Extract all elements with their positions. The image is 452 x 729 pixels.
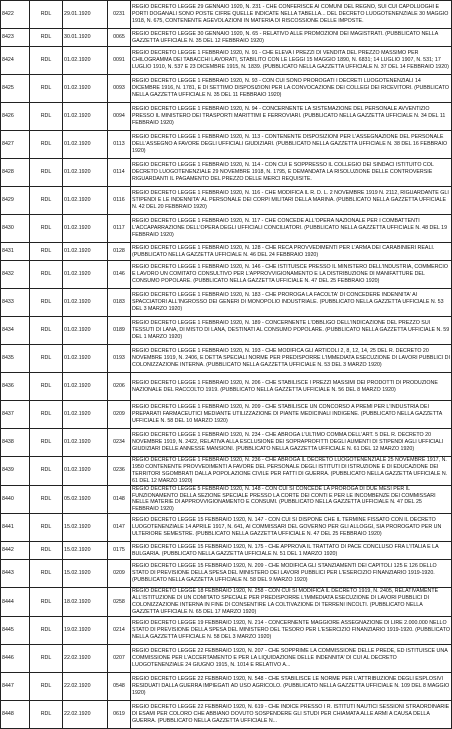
decree-date-cell: 01.02.1920 — [63, 401, 108, 429]
table-row — [1, 215, 452, 243]
decree-number-cell: 0231 — [108, 1, 131, 29]
decree-id-cell: 8434 — [1, 317, 30, 345]
decree-type-cell: RDL — [30, 215, 63, 243]
decree-date-cell: 19.02.1920 — [63, 616, 108, 644]
decree-description-cell: REGIO DECRETO LEGGE 1 FEBBRAIO 1920, N. 234 - CHE ABROGA L'ULTIMO COMMA DELL'ART. 5 DEL R. DECRETO 20 NOVEMBRE 1919, N. 2422, RELATIVA ALLA ESCLUSIONE DEI SOPRAPROFITTI DEGLI AUMENTI DI STIPENDI AGLI UFFICIALI GIUDIZIARI DELLE ANNESSE MANSIONI. (PUBBLICATO NELLA GAZZETTA UFFICIALE N. 61 DEL 12 MARZO 1920) — [131, 429, 452, 457]
decree-id-cell: 8444 — [1, 588, 30, 617]
decree-description-cell: REGIO DECRETO LEGGE 22 FEBBRAIO 1920, N. 207 - CHE SOPPRIME LA COMMISSIONE DELLE PREDE, ED ISTITUISCE UNA COMMISSIONE PER L'ACCERTAMENTO E PER LA LIQUIDAZIONE DELLE INDENNITA' DI CUI AL DECRETO LUOGOTENENZIALE 24 GIUGNO 1915, N. 1014 E RELATIVO A... — [131, 644, 452, 672]
decree-description-cell: REGIO DECRETO LEGGE 1 FEBBRAIO 1920, N. 94 - CONCERNENTE LA SISTEMAZIONE DEL PERSONALE AVVENTIZIO PRESSO IL MINISTERO DEI TRASPORTI MARITTIMI E FERROVIARI. (PUBBLICATO NELLA GAZZETTA UFFICIALE N. 34 DEL 11 FEBBRAIO 1920) — [131, 103, 452, 131]
table-row — [1, 542, 452, 560]
table-row — [1, 261, 452, 289]
decree-date-cell: 01.02.1920 — [63, 317, 108, 345]
decree-description-cell: REGIO DECRETO LEGGE 15 FEBBRAIO 1920, N. 175 - CHE APPROVA IL TRATTATO DI PACE CONCLUSO FRA L'ITALIA E LA BULGARIA. (PUBBLICATO NELLA GAZZETTA UFFICIALE N. 51 DEL 1 MARZO 1920) — [131, 542, 452, 560]
decree-id-cell: 8431 — [1, 243, 30, 261]
decree-id-cell: 8425 — [1, 75, 30, 103]
decree-description-cell: REGIO DECRETO LEGGE 30 GENNAIO 1920, N. 65 - RELATIVO ALLE PROMOZIONI DEI MAGISTRATI. (PUBBLICATO NELLA GAZZETTA UFFICIALE N. 35 DEL 12 FEBBRAIO 1920) — [131, 29, 452, 47]
decree-id-cell: 8429 — [1, 187, 30, 215]
decree-date-cell: 30.01.1920 — [63, 29, 108, 47]
decree-type-cell: RDL — [30, 1, 63, 29]
decree-number-cell: 0234 — [108, 429, 131, 457]
table-row — [1, 103, 452, 131]
decree-date-cell: 01.02.1920 — [63, 131, 108, 159]
decree-description-cell: REGIO DECRETO LEGGE 22 FEBBRAIO 1920, N. 548 - CHE STABILISCE LE NORME PER L'ATTRIBUZIONE DEGLI ESPLOSIVI RESIDUATI DALLA GUERRA IMPIEGATI AD USO AGRICOLO. (PUBBLICATO NELLA GAZZETTA UFFICIALE N. 109 DEL 8 MAGGIO 1920) — [131, 672, 452, 700]
decree-date-cell: 22.02.1920 — [63, 644, 108, 672]
decree-id-cell: 8447 — [1, 672, 30, 700]
decree-description-cell: REGIO DECRETO LEGGE 1 FEBBRAIO 1920, N. 116 - CHE MODIFICA IL R. D. L. 2 NOVEMBRE 1919 N. 2112, RIGUARDANTE GLI STIPENDI E LE INDENNITA' AL PERSONALE DEI CORPI MILITARI DELLA MARINA. (PUBBLICATO NELLA GAZZETTA UFFICIALE N. 42 DEL 20 FEBBRAIO 1920) — [131, 187, 452, 215]
decree-id-cell: 8430 — [1, 215, 30, 243]
decree-type-cell: RDL — [30, 103, 63, 131]
decree-id-cell: 8448 — [1, 700, 30, 728]
decree-type-cell: RDL — [30, 429, 63, 457]
decree-type-cell: RDL — [30, 644, 63, 672]
decree-number-cell: 0128 — [108, 243, 131, 261]
decree-date-cell: 01.02.1920 — [63, 289, 108, 317]
decree-date-cell: 01.02.1920 — [63, 457, 108, 486]
decree-id-cell: 8433 — [1, 289, 30, 317]
table-row — [1, 1, 452, 29]
decree-id-cell: 8428 — [1, 159, 30, 187]
decree-description-cell: REGIO DECRETO LEGGE 1 FEBBRAIO 1920, N. 128 - CHE RECA PROVVEDIMENTI PER L'ARMA DEI CARABINIERI REALI. (PUBBLICATO NELLA GAZZETTA UFFICIALE N. 46 DEL 24 FEBBRAIO 1920) — [131, 243, 452, 261]
decree-number-cell: 0207 — [108, 644, 131, 672]
decree-id-cell: 8443 — [1, 560, 30, 588]
decree-type-cell: RDL — [30, 47, 63, 75]
decree-date-cell: 01.02.1920 — [63, 159, 108, 187]
decree-type-cell: RDL — [30, 672, 63, 700]
decree-description-cell: REGIO DECRETO LEGGE 1 FEBBRAIO 1920, N. 117 - CHE CONCEDE ALL'OPERA NAZIONALE PER I COMBATTENTI L'ACCAPARRAZIONE DELL'OPERA DEGLI UFFICIALI CONCILIATORI. (PUBBLICATO NELLA GAZZETTA UFFICIALE N. 48 DEL 19 FEBBRAIO 1920) — [131, 215, 452, 243]
decree-number-cell: 0193 — [108, 345, 131, 373]
decree-type-cell: RDL — [30, 588, 63, 617]
decree-id-cell: 8440 — [1, 485, 30, 514]
decree-type-cell: RDL — [30, 159, 63, 187]
decree-date-cell: 15.02.1920 — [63, 560, 108, 588]
decree-date-cell: 15.02.1920 — [63, 514, 108, 542]
decree-type-cell: RDL — [30, 261, 63, 289]
decree-description-cell: REGIO DECRETO LEGGE 19 FEBBRAIO 1920, N. 214 - CONCERNENTE MAGGIORE ASSEGNAZIONE DI LIRE 2.000.000 NELLO STATO DI PREVISIONE DELLA SPESA DEL MINISTERO DEL TESORO PER L'ESERCIZIO FINANZIARIO 1919-1920. (PUBBLICATO NELLA GAZZETTA UFFICIALE N. 58 DEL 3 MARZO 1920) — [131, 616, 452, 644]
decree-number-cell: 0147 — [108, 514, 131, 542]
table-row — [1, 289, 452, 317]
decree-id-cell: 8423 — [1, 29, 30, 47]
table-row — [1, 317, 452, 345]
decree-number-cell: 0206 — [108, 373, 131, 401]
decree-id-cell: 8435 — [1, 345, 30, 373]
decree-date-cell: 15.02.1920 — [63, 542, 108, 560]
decree-type-cell: RDL — [30, 317, 63, 345]
decree-date-cell: 01.02.1920 — [63, 345, 108, 373]
decree-date-cell: 01.02.1920 — [63, 243, 108, 261]
decree-date-cell: 01.02.1920 — [63, 47, 108, 75]
table-row — [1, 588, 452, 617]
decree-date-cell: 01.02.1920 — [63, 187, 108, 215]
table-row — [1, 401, 452, 429]
decree-id-cell: 8446 — [1, 644, 30, 672]
decree-number-cell: 0091 — [108, 47, 131, 75]
decree-number-cell: 0183 — [108, 289, 131, 317]
decree-date-cell: 01.02.1920 — [63, 261, 108, 289]
table-row — [1, 644, 452, 672]
decree-number-cell: 0114 — [108, 159, 131, 187]
decree-number-cell: 0236 — [108, 457, 131, 486]
decree-type-cell: RDL — [30, 187, 63, 215]
decree-date-cell: 05.02.1920 — [63, 485, 108, 514]
decree-number-cell: 0214 — [108, 616, 131, 644]
decree-number-cell: 0065 — [108, 29, 131, 47]
decree-date-cell: 18.02.1920 — [63, 588, 108, 617]
decree-date-cell: 01.02.1920 — [63, 373, 108, 401]
decree-description-cell: REGIO DECRETO LEGGE 1 FEBBRAIO 1920, N. 189 - CONCERNENTE L'OBBLIGO DELL'INDICAZIONE DEL PREZZO SUI TESSUTI DI LANA, DI MISTO DI LANA, DESTINATI AL CONSUMO POPOLARE. (PUBBLICATO NELLA GAZZETTA UFFICIALE N. 59 DEL 1 MARZO 1920) — [131, 317, 452, 345]
table-row — [1, 429, 452, 457]
decree-id-cell: 8438 — [1, 429, 30, 457]
decree-description-cell: REGIO DECRETO LEGGE 1 FEBBRAIO 1920, N. 93 - CON CUI SONO PROROGATI I DECRETI LUOGOTENENZIALI 14 DICEMBRE 1916, N. 1781, E DI SETTIMO DISPOSIZIONI PER LA CONVOCAZIONE DEI COLLEGI DEI RICEVITORI. (PUBBLICATO NELLA GAZZETTA UFFICIALE N. 35 DEL 11 FEBBRAIO 1920) — [131, 75, 452, 103]
decree-number-cell: 0094 — [108, 103, 131, 131]
decree-date-cell: 01.02.1920 — [63, 75, 108, 103]
table-row — [1, 47, 452, 75]
decree-number-cell: 0189 — [108, 317, 131, 345]
decree-number-cell: 0148 — [108, 485, 131, 514]
decree-id-cell: 8427 — [1, 131, 30, 159]
decree-number-cell: 0548 — [108, 672, 131, 700]
decree-description-cell: REGIO DECRETO LEGGE 1 FEBBRAIO 1920, N. 193 - CHE MODIFICA GLI ARTICOLI 2, 8, 12, 14, 25 DEL R. DECRETO 20 NOVEMBRE 1919, N. 2406, E DETTA SPECIALI NORME PER PREDISPORRE L'IMMEDIATA ESECUZIONE DI LAVORI PUBBLICI DI COLONIZZAZIONE INTERNA. (PUBBLICATO NELLA GAZZETTA UFFICIALE N. 53 DEL 3 MARZO 1920) — [131, 345, 452, 373]
decree-date-cell: 22.02.1920 — [63, 700, 108, 728]
decree-id-cell: 8422 — [1, 1, 30, 29]
decree-type-cell: RDL — [30, 401, 63, 429]
table-row — [1, 187, 452, 215]
decree-id-cell: 8432 — [1, 261, 30, 289]
decree-date-cell: 22.02.1920 — [63, 672, 108, 700]
decree-type-cell: RDL — [30, 373, 63, 401]
decree-number-cell: 0113 — [108, 131, 131, 159]
decree-number-cell: 0175 — [108, 542, 131, 560]
decree-description-cell: REGIO DECRETO LEGGE 22 FEBBRAIO 1920, N. 619 - CHE INDICE PRESSO I R. ISTITUTI NAUTICI SESSIONI STRAORDINARIE DI ESAMI PER COLORO CHE ABBIANO DOVUTO SOSPENDERE GLI STUDI PER CHIAMATA ALLE ARMI A CAUSA DELLA GUERRA. (PUBBLICATO NELLA GAZZETTA UFFICIALE N... — [131, 700, 452, 728]
decree-description-cell: REGIO DECRETO LEGGE 18 FEBBRAIO 1920, N. 258 - CON CUI SI MODIFICA IL DECRETO 1919, N. 2405, RELATIVAMENTE ALL'ISTITUZIONE DI UN COMITATO SPECIALE PER PREDISPORRE L'IMMEDIATA ESECUZIONE DI LAVORI PUBBLICI DI COLONIZZAZIONE INTERNA IN FINE DI CONSENTIRE LA COLTIVAZIONE DI TERRENI INCOLTI. (PUBBLICATO NELLA GAZZETTA UFFICIALE N. 65 DEL 17 MARZO 1920) — [131, 588, 452, 617]
decree-number-cell: 0209 — [108, 560, 131, 588]
decree-type-cell: RDL — [30, 29, 63, 47]
decree-number-cell: 0116 — [108, 187, 131, 215]
decree-number-cell: 0093 — [108, 75, 131, 103]
decree-description-cell: REGIO DECRETO LEGGE 1 FEBBRAIO 1920, N. 206 - CHE STABILISCE I PREZZI MASSIMI DEI PRODOTTI DI PRODUZIONE NAZIONALE DEL RACCOLTO 1919. (PUBBLICATO NELLA GAZZETTA UFFICIALE N. 56 DEL 8 MARZO 1920) — [131, 373, 452, 401]
table-row — [1, 159, 452, 187]
decree-id-cell: 8424 — [1, 47, 30, 75]
decree-description-cell: REGIO DECRETO LEGGE 1 FEBBRAIO 1920, N. 114 - CON CUI E SOPPRESSO IL COLLEGIO DEI SINDACI ISTITUITO COL DECRETO LUOGOTENENZIALE 29 NOVEMBRE 1918, N. 1795, E DEMANDATA LA RISOLUZIONE DELLE CONTROVERSIE RIGUARDANTI IL PAGAMENTO DEL PREZZO DELLE MERCI REQUISITE. — [131, 159, 452, 187]
decree-type-cell: RDL — [30, 345, 63, 373]
decree-number-cell: 0209 — [108, 401, 131, 429]
decree-number-cell: 0619 — [108, 700, 131, 728]
table-row — [1, 560, 452, 588]
decree-description-cell: REGIO DECRETO LEGGE 1 FEBBRAIO 1920, N. 183 - CHE PROROGA LA FACOLTA' DI CONCEDERE INDENNITA' AI SPACCIATORI ALL'INGROSSO DEI GENERI DI MONOPOLIO INDUSTRIALE. (PUBBLICATO NELLA GAZZETTA UFFICIALE N. 53 DEL 3 MARZO 1920) — [131, 289, 452, 317]
decree-type-cell: RDL — [30, 514, 63, 542]
decree-type-cell: RDL — [30, 131, 63, 159]
decree-date-cell: 01.02.1920 — [63, 215, 108, 243]
decree-number-cell: 0258 — [108, 588, 131, 617]
decree-description-cell: REGIO DECRETO LEGGE 29 GENNAIO 1920, N. 231 - CHE CONFERISCE AI COMUNI DEL REGNO, SUI CUI CAPOLUOGHI E PORTI DOGANALI SONO POSTE CIFRE QUELLE INDICATE NELLA TABELLA... DEL DECRETO LUOGOTENENZIALE 30 MAGGIO 1918, N. 675, CONTENENTE AGEVOLAZIONI IN MATERIA DI RISCOSSIONE DELLE IMPOSTE. — [131, 1, 452, 29]
decree-table-body — [1, 1, 452, 729]
decree-description-cell: REGIO DECRETO LEGGE 15 FEBBRAIO 1920, N. 209 - CHE MODIFICA GLI STANZIAMENTI DEI CAPITOLI 125 E 126 DELLO STATO DI PREVISIONE DELLA SPESA DEL MINISTERO DEI LAVORI PUBBLICI PER L'ESERCIZIO FINANZIARIO 1919-1920. (PUBBLICATO NELLA GAZZETTA UFFICIALE N. 58 DEL 9 MARZO 1920) — [131, 560, 452, 588]
decree-date-cell: 01.02.1920 — [63, 429, 108, 457]
decree-id-cell: 8445 — [1, 616, 30, 644]
decree-description-cell: REGIO DECRETO LEGGE 1 FEBBRAIO 1920, N. 236 - CHE ABROGA IL DECRETO LUOGOTENENZIALE 25 NOVEMBRE 1917, N. 1950 CONTENENTE PROVVEDIMENTI A FAVORE DEL PERSONALE DEGLI ISTITUTI DI ISTRUZIONE E DI EDUCAZIONE DEI TERRITORI SGOMBRATI DALLA POPOLAZIONE CIVILE PER FATTI DI GUERRA. (PUBBLICATO NELLA GAZZETTA UFFICIALE N. 61 DEL 12 MARZO 1920) — [131, 457, 452, 486]
decree-type-cell: RDL — [30, 560, 63, 588]
decree-type-cell: RDL — [30, 616, 63, 644]
decree-id-cell: 8439 — [1, 457, 30, 486]
table-row — [1, 29, 452, 47]
table-row — [1, 243, 452, 261]
table-row — [1, 75, 452, 103]
table-row — [1, 700, 452, 728]
decree-date-cell: 01.02.1920 — [63, 103, 108, 131]
table-row — [1, 672, 452, 700]
decree-type-cell: RDL — [30, 243, 63, 261]
decree-id-cell: 8426 — [1, 103, 30, 131]
decree-description-cell: REGIO DECRETO LEGGE 1 FEBBRAIO 1920, N. 209 - CHE STABILISCE UN CONCORSO A PREMI PER L'INDUSTRIA DEI PREPARATI FARMACEUTICI MEDIANTE UTILIZZAZIONE DI PIANTE MEDICINALI INDIGENE. (PUBBLICATO NELLA GAZZETTA UFFICIALE N. 58 DEL 10 MARZO 1920) — [131, 401, 452, 429]
decree-id-cell: 8442 — [1, 542, 30, 560]
decree-description-cell: REGIO DECRETO LEGGE 1 FEBBRAIO 1920, N. 91 - CHE ELEVA I PREZZI DI VENDITA DEL PREZZO MASSIMO PER CHILOGRAMMA DEI TABACCHI LAVORATI, STABILITO CON LE LEGGI 15 MAGGIO 1890, N. 6831; 14 LUGLIO 1907, N. 531; 17 LUGLIO 1910, N. 537 E 23 DICEMBRE 1915, N. 1839. (PUBBLICATO NELLA GAZZETTA UFFICIALE N. 37 DEL 14 FEBBRAIO 1920) — [131, 47, 452, 75]
decree-number-cell: 0117 — [108, 215, 131, 243]
table-row — [1, 373, 452, 401]
table-row — [1, 485, 452, 514]
table-row — [1, 514, 452, 542]
decree-description-cell: REGIO DECRETO LEGGE 15 FEBBRAIO 1920, N. 147 - CON CUI SI DISPONE CHE IL TERMINE FISSATO CON IL DECRETO LUOGOTENENZIALE 14 APRILE 1917, N. 641, AI COMMISSARI DEL GOVERNO PER GLI ALLOGGI, SIA PROROGATO PER UN ULTERIORE SEMESTRE. (PUBBLICATO NELLA GAZZETTA UFFICIALE N. 47 DEL 25 FEBBRAIO 1920) — [131, 514, 452, 542]
table-row — [1, 457, 452, 486]
decree-description-cell: REGIO DECRETO LEGGE 5 FEBBRAIO 1920, N. 148 - CON CUI SI CONCEDE LA PROROGA DI DUE MESI PER IL FUNZIONAMENTO DELLA SEZIONE SPECIALE PRESSO LA CORTE DEI CONTI E PER LE INCOMBENZE DEI COMMISSARI NELLE MATERIE DI APPROVVIGIONAMENTO E CONSUMI. (PUBBLICATO NELLA GAZZETTA UFFICIALE N. 47 DEL 25 FEBBRAIO 1920) — [131, 485, 452, 514]
decree-number-cell: 0146 — [108, 261, 131, 289]
decree-type-cell: RDL — [30, 457, 63, 486]
decree-description-cell: REGIO DECRETO LEGGE 1 FEBBRAIO 1920, N. 113 - CONTENENTE DISPOSIZIONI PER L'ASSEGNAZIONE DEL PERSONALE DELL'ASSEGNO A FAVORE DEGLI UFFICIALI GIUDIZIARI. (PUBBLICATO NELLA GAZZETTA UFFICIALE N. 38 DEL 16 FEBBRAIO 1920) — [131, 131, 452, 159]
table-row — [1, 131, 452, 159]
decree-id-cell: 8437 — [1, 401, 30, 429]
table-row — [1, 345, 452, 373]
decree-type-cell: RDL — [30, 485, 63, 514]
decree-type-cell: RDL — [30, 700, 63, 728]
decree-type-cell: RDL — [30, 289, 63, 317]
decree-id-cell: 8441 — [1, 514, 30, 542]
decree-date-cell: 29.01.1920 — [63, 1, 108, 29]
decree-type-cell: RDL — [30, 75, 63, 103]
decree-description-cell: REGIO DECRETO LEGGE 1 FEBBRAIO 1920, N. 146 - CHE ISTITUISCE PRESSO IL MINISTERO DELL'INDUSTRIA, COMMERCIO E LAVORO UN COMITATO CONSULTIVO PER L'APPROVVIGIONAMENTO E LA DISTRIBUZIONE DI MANIFATTURE DEL CONSUMO POPOLARE. (PUBBLICATO NELLA GAZZETTA UFFICIALE N. 47 DEL 25 FEBBRAIO 1920) — [131, 261, 452, 289]
decree-id-cell: 8436 — [1, 373, 30, 401]
table-row — [1, 616, 452, 644]
decree-type-cell: RDL — [30, 542, 63, 560]
